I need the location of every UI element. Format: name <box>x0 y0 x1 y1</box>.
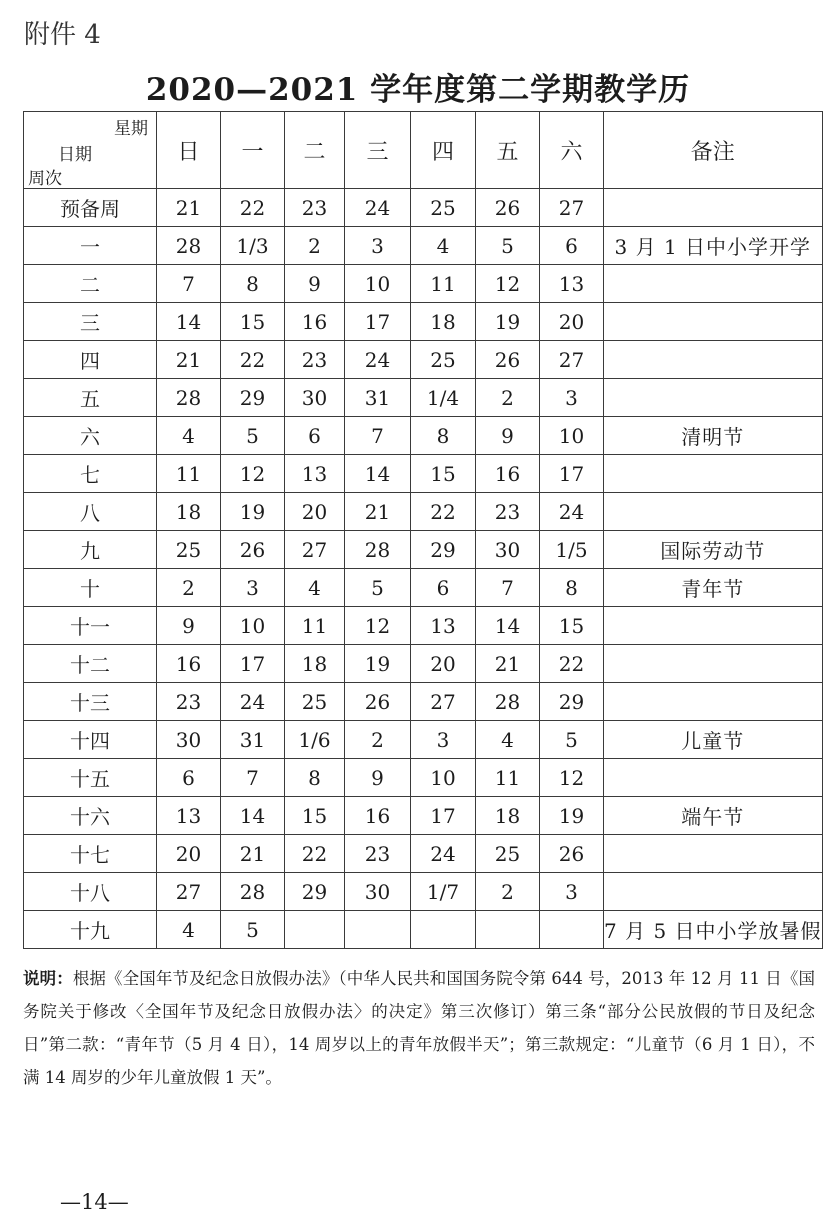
date-cell: 23 <box>157 683 221 721</box>
date-cell: 11 <box>476 759 540 797</box>
date-cell: 17 <box>345 303 411 341</box>
date-cell <box>476 911 540 949</box>
date-cell: 23 <box>345 835 411 873</box>
date-cell: 26 <box>476 341 540 379</box>
header-row <box>24 112 823 189</box>
week-cell: 一 <box>24 227 157 265</box>
note-cell: 3 月 1 日中小学开学 <box>604 227 823 265</box>
date-cell: 19 <box>476 303 540 341</box>
week-cell: 八 <box>24 493 157 531</box>
date-cell: 10 <box>345 265 411 303</box>
date-cell: 18 <box>476 797 540 835</box>
day-header-sat: 六 <box>540 112 604 189</box>
table-row <box>24 227 823 265</box>
date-cell: 15 <box>411 455 476 493</box>
date-cell: 14 <box>221 797 285 835</box>
date-cell: 19 <box>345 645 411 683</box>
date-cell: 5 <box>540 721 604 759</box>
date-cell: 27 <box>157 873 221 911</box>
date-cell: 30 <box>285 379 345 417</box>
table-row <box>24 379 823 417</box>
week-cell: 三 <box>24 303 157 341</box>
date-cell: 5 <box>221 911 285 949</box>
date-cell: 4 <box>157 911 221 949</box>
date-cell: 25 <box>411 189 476 227</box>
note-cell: 7 月 5 日中小学放暑假 <box>604 911 823 949</box>
date-cell: 17 <box>411 797 476 835</box>
date-cell: 16 <box>476 455 540 493</box>
date-cell: 26 <box>221 531 285 569</box>
day-header-fri: 五 <box>476 112 540 189</box>
date-cell: 15 <box>221 303 285 341</box>
note-cell <box>604 455 823 493</box>
date-cell: 15 <box>540 607 604 645</box>
date-cell: 14 <box>157 303 221 341</box>
table-row <box>24 341 823 379</box>
date-cell: 29 <box>411 531 476 569</box>
date-cell: 14 <box>345 455 411 493</box>
week-cell: 十二 <box>24 645 157 683</box>
date-cell: 2 <box>476 873 540 911</box>
date-cell: 3 <box>540 379 604 417</box>
date-cell: 6 <box>285 417 345 455</box>
date-cell: 1/6 <box>285 721 345 759</box>
table-row <box>24 417 823 455</box>
week-cell: 二 <box>24 265 157 303</box>
document-title: 2020—2021 学年度第二学期教学历 <box>145 72 691 108</box>
date-cell: 22 <box>540 645 604 683</box>
date-cell: 24 <box>345 189 411 227</box>
date-cell: 7 <box>221 759 285 797</box>
calendar-body <box>24 189 823 949</box>
week-cell: 十一 <box>24 607 157 645</box>
date-cell: 27 <box>285 531 345 569</box>
week-cell: 七 <box>24 455 157 493</box>
date-cell: 18 <box>157 493 221 531</box>
date-cell: 8 <box>411 417 476 455</box>
corner-cell <box>24 112 157 189</box>
date-cell: 12 <box>476 265 540 303</box>
date-cell: 28 <box>476 683 540 721</box>
date-cell: 2 <box>345 721 411 759</box>
date-cell: 10 <box>540 417 604 455</box>
date-cell: 22 <box>285 835 345 873</box>
date-cell: 20 <box>540 303 604 341</box>
date-cell: 22 <box>411 493 476 531</box>
date-cell: 7 <box>345 417 411 455</box>
date-cell <box>285 911 345 949</box>
note-cell <box>604 493 823 531</box>
attachment-label: 附件 4 <box>24 20 101 50</box>
date-cell: 23 <box>476 493 540 531</box>
date-cell: 4 <box>411 227 476 265</box>
date-cell: 28 <box>157 379 221 417</box>
date-cell: 25 <box>411 341 476 379</box>
date-cell: 9 <box>476 417 540 455</box>
date-cell: 22 <box>221 189 285 227</box>
week-cell: 预备周 <box>24 189 157 227</box>
date-cell: 21 <box>345 493 411 531</box>
date-cell: 13 <box>285 455 345 493</box>
date-cell: 9 <box>285 265 345 303</box>
note-cell <box>604 341 823 379</box>
date-cell: 25 <box>157 531 221 569</box>
date-cell: 11 <box>411 265 476 303</box>
note-cell <box>604 189 823 227</box>
table-row <box>24 189 823 227</box>
date-cell: 10 <box>411 759 476 797</box>
table-row <box>24 911 823 949</box>
date-cell: 5 <box>476 227 540 265</box>
explanation-text: 根据《全国年节及纪念日放假办法》（中华人民共和国国务院令第 644 号，2013 年 12 月 11 日《国务院关于修改〈全国年节及纪念日放假办法〉的决定》第三次修订）第三条“部分公民放假的节日及纪念日”第二款：“青年节（5 月 4 日），14 周岁以上的青年放假半天”；第三款规定：“儿童节（6 月 1 日），不满 14 周岁的少年儿童放假 1 天”。 <box>23 969 815 1087</box>
date-cell: 12 <box>540 759 604 797</box>
date-cell: 1/5 <box>540 531 604 569</box>
date-cell: 21 <box>476 645 540 683</box>
date-cell: 13 <box>157 797 221 835</box>
date-cell: 27 <box>411 683 476 721</box>
date-cell: 7 <box>157 265 221 303</box>
date-cell: 19 <box>540 797 604 835</box>
date-cell: 6 <box>157 759 221 797</box>
note-cell: 国际劳动节 <box>604 531 823 569</box>
note-cell <box>604 265 823 303</box>
note-cell: 端午节 <box>604 797 823 835</box>
date-cell: 17 <box>221 645 285 683</box>
date-cell: 21 <box>157 341 221 379</box>
note-cell <box>604 303 823 341</box>
table-row <box>24 607 823 645</box>
note-cell: 儿童节 <box>604 721 823 759</box>
day-header-tue: 二 <box>285 112 345 189</box>
date-cell: 20 <box>285 493 345 531</box>
date-cell: 16 <box>157 645 221 683</box>
date-cell: 30 <box>476 531 540 569</box>
date-cell: 29 <box>221 379 285 417</box>
date-cell: 21 <box>221 835 285 873</box>
date-cell: 23 <box>285 341 345 379</box>
date-cell: 4 <box>285 569 345 607</box>
date-cell: 25 <box>476 835 540 873</box>
date-cell: 1/7 <box>411 873 476 911</box>
date-cell: 8 <box>285 759 345 797</box>
date-cell: 24 <box>221 683 285 721</box>
date-cell: 11 <box>285 607 345 645</box>
date-cell: 6 <box>411 569 476 607</box>
explanation-paragraph <box>23 962 815 1094</box>
date-cell: 27 <box>540 341 604 379</box>
corner-weekday-label: 星期 <box>114 119 148 139</box>
note-cell: 清明节 <box>604 417 823 455</box>
date-cell: 2 <box>157 569 221 607</box>
date-cell: 17 <box>540 455 604 493</box>
date-cell <box>345 911 411 949</box>
date-cell: 18 <box>285 645 345 683</box>
date-cell: 11 <box>157 455 221 493</box>
corner-week-label: 周次 <box>28 169 62 189</box>
date-cell: 28 <box>345 531 411 569</box>
note-cell <box>604 873 823 911</box>
date-cell: 3 <box>411 721 476 759</box>
date-cell: 29 <box>540 683 604 721</box>
note-cell <box>604 379 823 417</box>
table-row <box>24 835 823 873</box>
note-cell <box>604 607 823 645</box>
week-cell: 六 <box>24 417 157 455</box>
table-row <box>24 683 823 721</box>
table-row <box>24 265 823 303</box>
note-cell <box>604 835 823 873</box>
week-cell: 十 <box>24 569 157 607</box>
date-cell: 14 <box>476 607 540 645</box>
date-cell: 29 <box>285 873 345 911</box>
table-row <box>24 303 823 341</box>
week-cell: 十八 <box>24 873 157 911</box>
date-cell: 20 <box>411 645 476 683</box>
date-cell: 4 <box>157 417 221 455</box>
table-row <box>24 797 823 835</box>
date-cell: 1/4 <box>411 379 476 417</box>
table-row <box>24 759 823 797</box>
date-cell: 20 <box>157 835 221 873</box>
table-row <box>24 721 823 759</box>
week-cell: 九 <box>24 531 157 569</box>
date-cell: 12 <box>221 455 285 493</box>
corner-date-label: 日期 <box>58 145 92 165</box>
day-header-thu: 四 <box>411 112 476 189</box>
date-cell: 9 <box>345 759 411 797</box>
week-cell: 五 <box>24 379 157 417</box>
date-cell: 1/3 <box>221 227 285 265</box>
date-cell: 3 <box>540 873 604 911</box>
note-cell <box>604 683 823 721</box>
date-cell: 13 <box>411 607 476 645</box>
day-header-wed: 三 <box>345 112 411 189</box>
date-cell <box>540 911 604 949</box>
date-cell: 6 <box>540 227 604 265</box>
date-cell: 26 <box>345 683 411 721</box>
date-cell: 23 <box>285 189 345 227</box>
date-cell: 24 <box>540 493 604 531</box>
date-cell: 9 <box>157 607 221 645</box>
date-cell: 28 <box>157 227 221 265</box>
explanation-label: 说明： <box>23 969 73 988</box>
table-row <box>24 455 823 493</box>
date-cell: 4 <box>476 721 540 759</box>
date-cell: 3 <box>345 227 411 265</box>
note-cell: 青年节 <box>604 569 823 607</box>
week-cell: 十四 <box>24 721 157 759</box>
date-cell: 30 <box>157 721 221 759</box>
date-cell: 24 <box>345 341 411 379</box>
date-cell: 2 <box>285 227 345 265</box>
note-cell <box>604 645 823 683</box>
date-cell: 30 <box>345 873 411 911</box>
date-cell: 8 <box>221 265 285 303</box>
date-cell: 28 <box>221 873 285 911</box>
week-cell: 十三 <box>24 683 157 721</box>
date-cell: 31 <box>221 721 285 759</box>
date-cell: 31 <box>345 379 411 417</box>
date-cell: 18 <box>411 303 476 341</box>
date-cell: 21 <box>157 189 221 227</box>
date-cell: 24 <box>411 835 476 873</box>
table-row <box>24 569 823 607</box>
notes-header: 备注 <box>604 112 823 189</box>
date-cell: 22 <box>221 341 285 379</box>
date-cell: 7 <box>476 569 540 607</box>
day-header-sun: 日 <box>157 112 221 189</box>
day-header-mon: 一 <box>221 112 285 189</box>
date-cell: 16 <box>285 303 345 341</box>
date-cell <box>411 911 476 949</box>
teaching-calendar-table <box>23 111 823 949</box>
date-cell: 10 <box>221 607 285 645</box>
week-cell: 四 <box>24 341 157 379</box>
table-row <box>24 531 823 569</box>
date-cell: 13 <box>540 265 604 303</box>
date-cell: 8 <box>540 569 604 607</box>
week-cell: 十六 <box>24 797 157 835</box>
page-number: —14— <box>60 1190 129 1214</box>
date-cell: 3 <box>221 569 285 607</box>
date-cell: 15 <box>285 797 345 835</box>
date-cell: 5 <box>221 417 285 455</box>
table-row <box>24 645 823 683</box>
date-cell: 26 <box>476 189 540 227</box>
table-row <box>24 493 823 531</box>
week-cell: 十九 <box>24 911 157 949</box>
date-cell: 12 <box>345 607 411 645</box>
week-cell: 十五 <box>24 759 157 797</box>
date-cell: 5 <box>345 569 411 607</box>
date-cell: 26 <box>540 835 604 873</box>
table-row <box>24 873 823 911</box>
date-cell: 2 <box>476 379 540 417</box>
week-cell: 十七 <box>24 835 157 873</box>
note-cell <box>604 759 823 797</box>
date-cell: 27 <box>540 189 604 227</box>
date-cell: 19 <box>221 493 285 531</box>
date-cell: 25 <box>285 683 345 721</box>
date-cell: 16 <box>345 797 411 835</box>
